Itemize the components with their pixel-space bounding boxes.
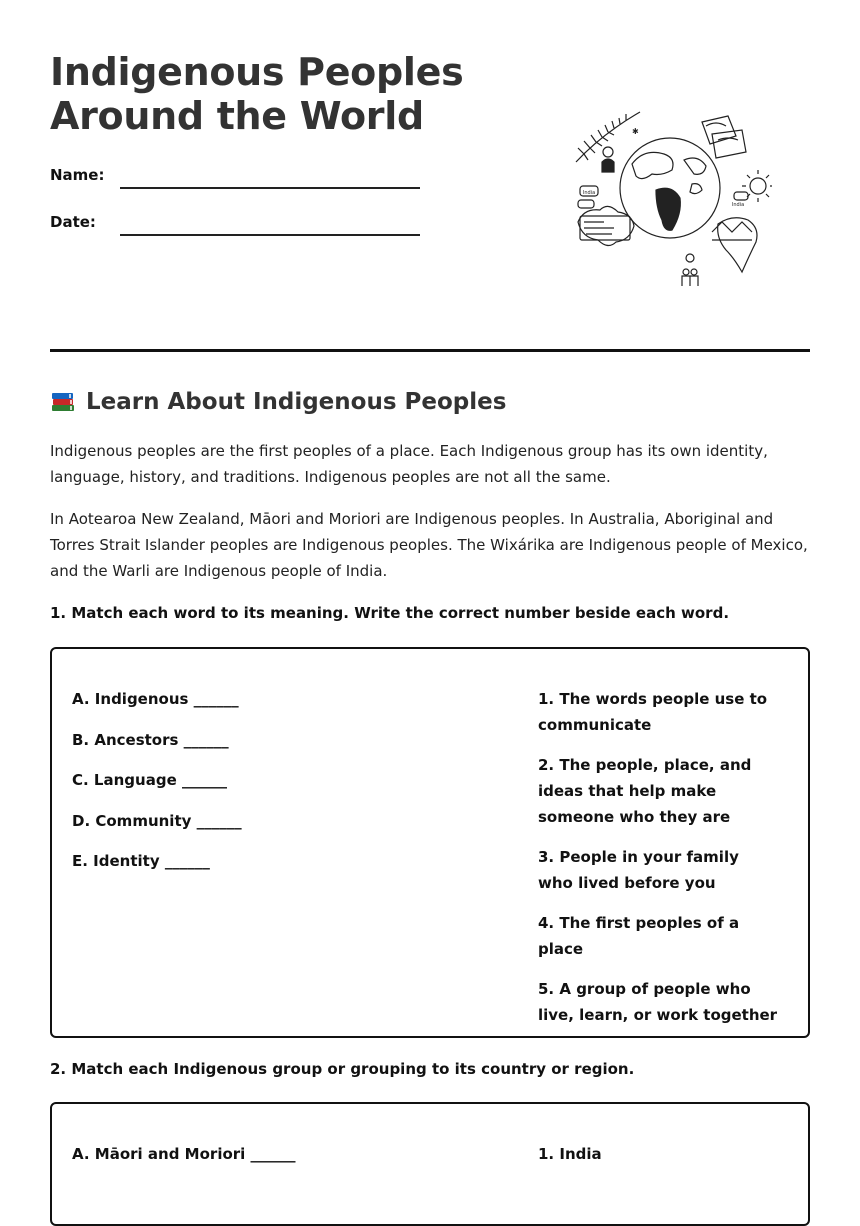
word-list: [72, 686, 242, 889]
books-icon: [50, 389, 76, 415]
learn-heading-text: Learn About Indigenous Peoples: [86, 389, 507, 415]
place-item: 1. India: [538, 1145, 602, 1163]
group-item[interactable]: A. Māori and Moriori ______: [72, 1145, 296, 1163]
word-item[interactable]: B. Ancestors ______: [72, 730, 229, 749]
word-item[interactable]: E. Identity ______: [72, 852, 210, 870]
sun-icon: [750, 178, 766, 194]
place-list: [538, 1141, 778, 1181]
intro-paragraph-2: In Aotearoa New Zealand, Māori and Moriori are Indigenous peoples. In Australia, Aboriginal and Torres Strait Islander peoples are Indigenous peoples. The Wixárika are Indigenous people of Mexico, and the Warli are Indigenous people of India.: [50, 510, 808, 580]
header-divider: [50, 349, 810, 352]
word-item[interactable]: C. Language ______: [72, 771, 227, 789]
word-item[interactable]: D. Community ______: [72, 811, 242, 830]
question-1-prompt: 1. Match each word to its meaning. Write the correct number beside each word.: [50, 604, 730, 622]
fern-icon: [576, 112, 640, 162]
title-line-1: Indigenous Peoples: [50, 50, 464, 94]
meaning-item: 2. The people, place, and ideas that help make someone who they are: [538, 756, 752, 826]
group-list: [72, 1141, 296, 1182]
world-cultures-illustration: [572, 104, 772, 290]
meaning-item: 4. The first peoples of a place: [538, 914, 740, 958]
intro-paragraph-1: Indigenous peoples are the first peoples of a place. Each Indigenous group has its own identity, language, history, and traditions. Indigenous peoples are not all the same.: [50, 442, 768, 486]
title-line-2: Around the World: [50, 94, 424, 138]
learn-heading: [50, 389, 506, 415]
question-2-prompt: 2. Match each Indigenous group or grouping to its country or region.: [50, 1060, 635, 1078]
question-1-box: [50, 647, 810, 1038]
date-field[interactable]: [120, 234, 420, 236]
meaning-item: 3. People in your family who lived before you: [538, 848, 739, 892]
question-2-box: [50, 1102, 810, 1226]
name-label: Name:: [50, 166, 105, 184]
meaning-item: 1. The words people use to communicate: [538, 690, 768, 734]
illustration-label-right: India: [731, 202, 745, 208]
meaning-list: [538, 686, 778, 1042]
illustration-label-left: India: [582, 190, 596, 196]
date-label: Date:: [50, 213, 96, 231]
meaning-item: 5. A group of people who live, learn, or work together: [538, 980, 778, 1024]
name-field[interactable]: [120, 187, 420, 189]
svg-text:✱: ✱: [632, 127, 639, 136]
word-item[interactable]: A. Indigenous ______: [72, 690, 239, 708]
worksheet-title: [50, 50, 463, 138]
